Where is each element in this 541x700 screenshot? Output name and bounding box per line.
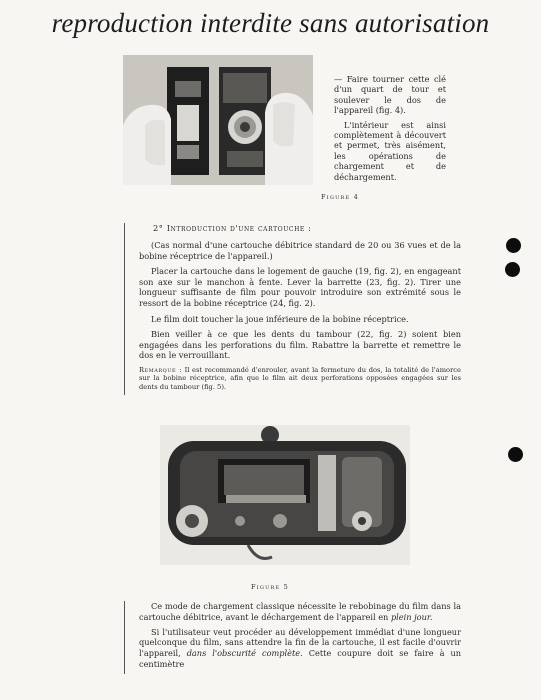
section-paragraph-1: (Cas normal d'une cartouche débitrice standard de 20 ou 36 vues et de la bobine réceptrice de l'appareil.) [139, 239, 461, 261]
bottom-paragraph-2-emphasis: dans l'obscurité complète. [186, 648, 303, 659]
open-camera-illustration [160, 425, 410, 565]
bottom-paragraph-2-text: Si l'utilisateur veut procéder au développement immédiat d'une longueur quelconque du film, sans attendre la fin de la cartouche, il est facile d'ouvrir l'appareil, [139, 626, 461, 659]
figure-4-photo [123, 55, 313, 185]
bottom-paragraph-2-end: Cette coupure doit se faire à un centimètre [139, 648, 461, 669]
page-header: reproduction interdite sans autorisation [51, 8, 490, 38]
intro-paragraph-2: L'intérieur est ainsi complètement à découvert et permet, très aisément, les opérations de chargement et de déchargement. [334, 119, 446, 182]
section-cartridge [124, 223, 461, 395]
figure-4-text [334, 74, 446, 186]
bottom-paragraph-2 [139, 627, 461, 670]
punch-hole [505, 262, 520, 277]
bottom-paragraph-1-text: Ce mode de chargement classique nécessite le rebobinage du film dans la cartouche débitrice, avant le déchargement de l'appareil en [139, 601, 461, 622]
remark-lead: Remarque : [139, 365, 183, 374]
section-heading: 2° Introduction d'une cartouche : [153, 223, 312, 233]
bottom-paragraph-1 [139, 601, 461, 623]
section-paragraph-4: Bien veiller à ce que les dents du tambour (22, fig. 2) soient bien engagées dans les perforations du film. Rabattre la barrette et remettre le dos en le verrouillant. [139, 328, 461, 361]
figure-5-photo [160, 425, 410, 565]
remark-paragraph [139, 366, 461, 391]
section-paragraph-2: Placer la cartouche dans le logement de gauche (19, fig. 2), en engageant son axe sur le manchon à fente. Lever la barrette (23, fig. 2). Tirer une longueur suffisante de film pour pouvoir introduire son extrémité sous le ressort de la bobine réceptrice (24, fig. 2). [139, 265, 461, 309]
remark-text: Il est recommandé d'enrouler, avant la fermeture du dos, la totalité de l'amorce sur la bobine réceptrice, afin que le film ait deux perforations opposées engagées sur les dents du tambour (fig. 5). [139, 365, 461, 391]
bottom-text [124, 601, 461, 674]
camera-hands-illustration [123, 55, 313, 185]
punch-hole [508, 447, 523, 462]
punch-hole [506, 238, 521, 253]
figure-4-caption: Figure 4 [321, 193, 359, 201]
figure-5-caption: Figure 5 [251, 583, 289, 591]
section-paragraph-3: Le film doit toucher la joue inférieure de la bobine réceptrice. [151, 313, 409, 324]
bottom-paragraph-1-emphasis: plein jour. [390, 611, 433, 622]
intro-paragraph-1: — Faire tourner cette clé d'un quart de tour et soulever le dos de l'appareil (fig. 4). [334, 74, 446, 116]
